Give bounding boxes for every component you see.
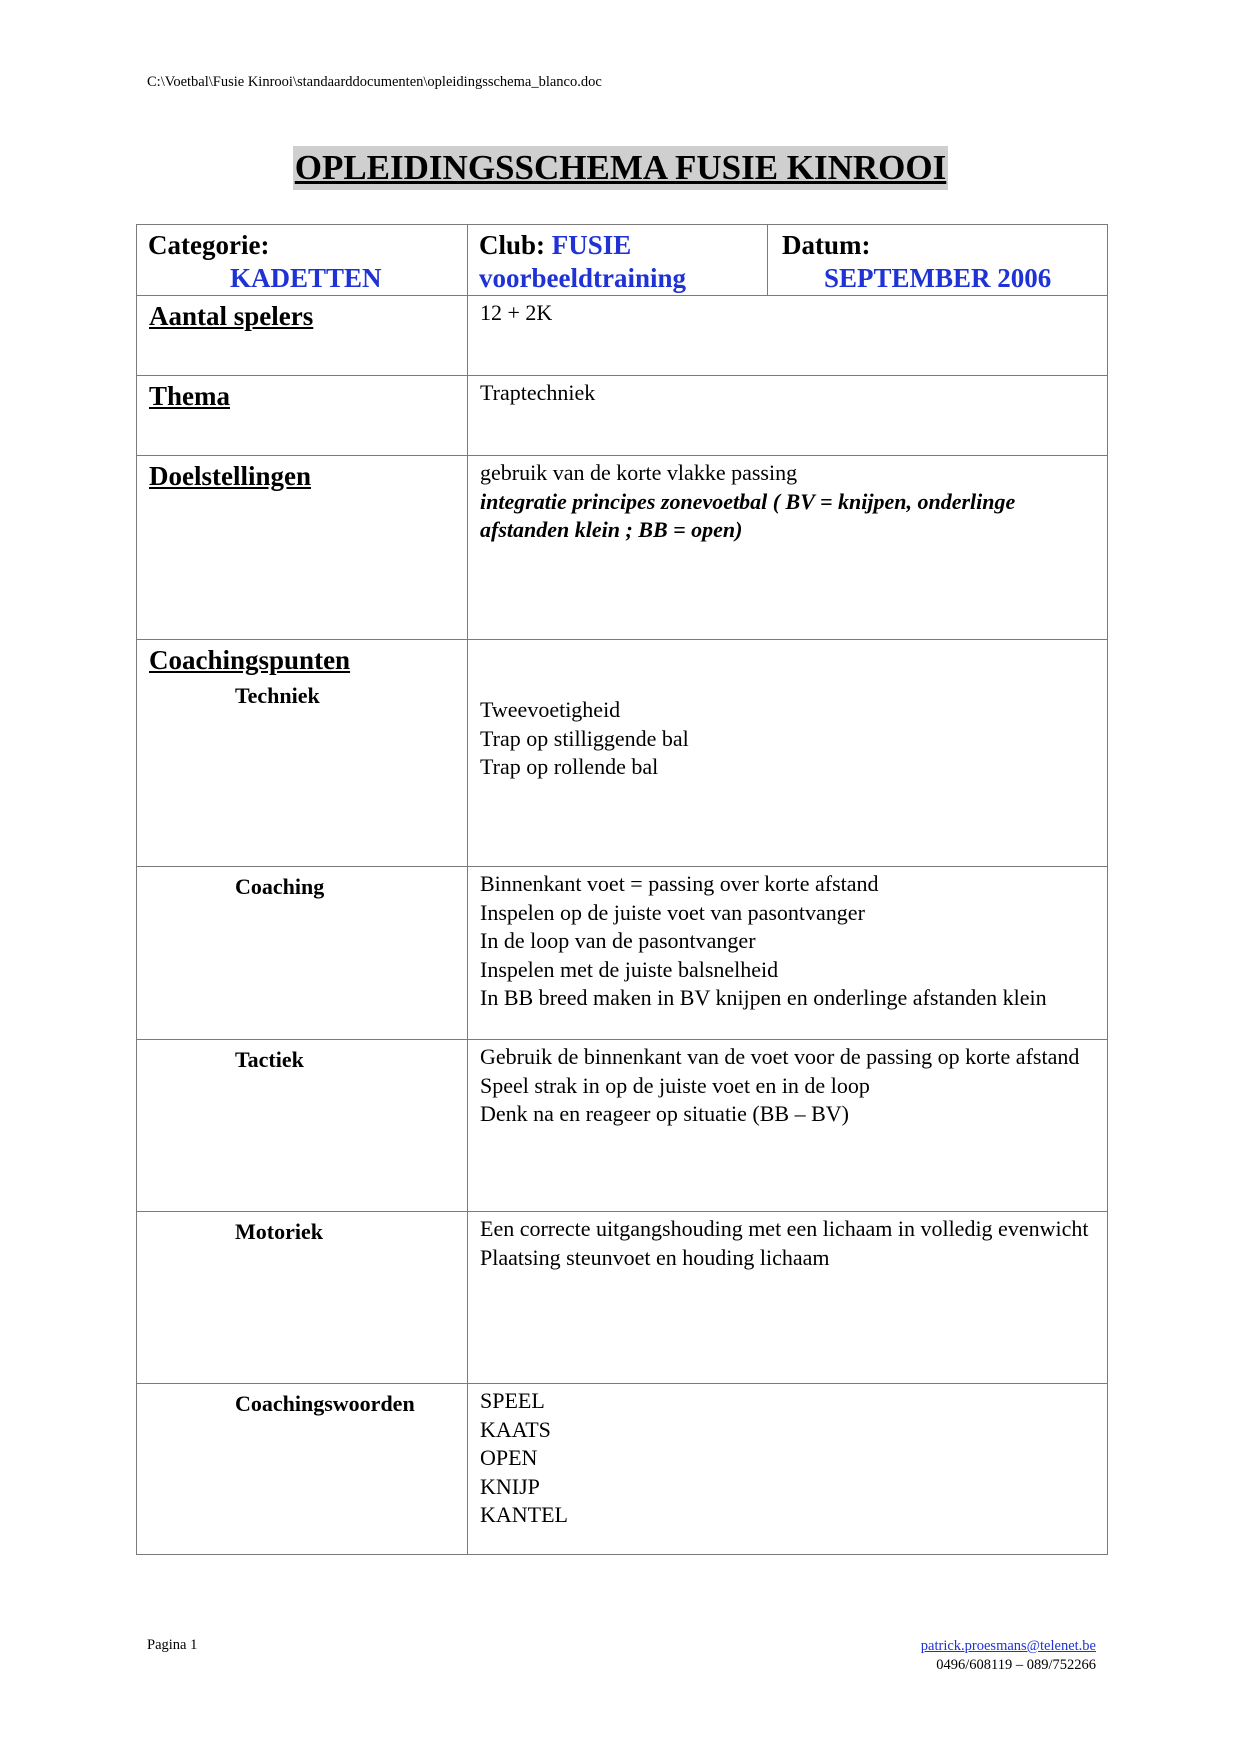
coachingswoord: OPEN <box>480 1445 538 1470</box>
thema-label: Thema <box>137 376 468 456</box>
categorie-cell <box>137 225 468 296</box>
motoriek-row <box>137 1212 1108 1384</box>
footer-contact <box>921 1637 1096 1675</box>
techniek-line: Tweevoetigheid <box>480 697 621 722</box>
document-title: OPLEIDINGSSCHEMA FUSIE KINROOI <box>293 146 949 190</box>
coachingswoord: SPEEL <box>480 1388 545 1413</box>
coachingspunten-label: Coachingspunten <box>149 645 351 675</box>
doelstellingen-row <box>137 456 1108 640</box>
techniek-label: Techniek <box>235 683 320 708</box>
tactiek-line: Speel strak in op de juiste voet en in de loop <box>480 1072 870 1098</box>
coachingswoord: KANTEL <box>480 1502 568 1527</box>
datum-label: Datum: <box>782 230 871 260</box>
club-cell <box>468 225 768 296</box>
techniek-row <box>137 640 1108 867</box>
aantal-value: 12 + 2K <box>468 296 1108 376</box>
coaching-row <box>137 867 1108 1040</box>
thema-row <box>137 376 1108 456</box>
page-number: Pagina 1 <box>147 1637 198 1653</box>
header-row <box>137 225 1108 296</box>
coaching-value <box>468 867 1108 1040</box>
tactiek-value <box>468 1040 1108 1212</box>
coaching-label: Coaching <box>137 867 468 1040</box>
coaching-line: In BB breed maken in BV knijpen en onderlinge afstanden klein <box>480 985 1047 1010</box>
coachingswoorden-label: Coachingswoorden <box>137 1384 468 1555</box>
title-wrap <box>0 146 1241 190</box>
tactiek-row <box>137 1040 1108 1212</box>
aantal-label: Aantal spelers <box>137 296 468 376</box>
techniek-line: Trap op stilliggende bal <box>480 725 689 751</box>
motoriek-line: Een correcte uitgangshouding met een lichaam in volledig evenwicht <box>480 1216 1089 1241</box>
training-schema-table <box>136 224 1108 1555</box>
coaching-line: In de loop van de pasontvanger <box>480 928 756 953</box>
datum-cell <box>768 225 1108 296</box>
file-path: C:\Voetbal\Fusie Kinrooi\standaarddocumenten\opleidingsschema_blanco.doc <box>147 74 602 90</box>
categorie-label: Categorie: <box>148 230 270 260</box>
datum-value: SEPTEMBER 2006 <box>824 263 1052 293</box>
coaching-line: Inspelen op de juiste voet van pasontvanger <box>480 899 865 925</box>
coachingspunten-cell <box>137 640 468 867</box>
motoriek-label: Motoriek <box>137 1212 468 1384</box>
tactiek-line: Denk na en reageer op situatie (BB – BV) <box>480 1101 849 1126</box>
motoriek-value <box>468 1212 1108 1384</box>
doelstelling-line-bold: integratie principes zonevoetbal ( BV = knijpen, onderlinge afstanden klein ; BB = open) <box>480 488 1016 542</box>
email-link[interactable]: patrick.proesmans@telenet.be <box>920 1638 1096 1654</box>
club-label: Club: <box>479 230 546 260</box>
techniek-line: Trap op rollende bal <box>480 754 659 779</box>
doelstellingen-label: Doelstellingen <box>137 456 468 640</box>
coachingswoorden-row <box>137 1384 1108 1555</box>
techniek-value <box>468 640 1108 867</box>
club-value-1: FUSIE <box>551 230 632 260</box>
aantal-row <box>137 296 1108 376</box>
motoriek-line: Plaatsing steunvoet en houding lichaam <box>480 1244 830 1270</box>
coachingswoord: KAATS <box>480 1416 551 1442</box>
club-value-2: voorbeeldtraining <box>479 263 686 293</box>
coaching-line: Inspelen met de juiste balsnelheid <box>480 956 779 982</box>
categorie-value: KADETTEN <box>230 263 382 293</box>
coachingswoord: KNIJP <box>480 1473 540 1499</box>
tactiek-label: Tactiek <box>137 1040 468 1212</box>
coachingswoorden-value <box>468 1384 1108 1555</box>
coaching-line: Binnenkant voet = passing over korte afstand <box>480 871 879 896</box>
tactiek-line: Gebruik de binnenkant van de voet voor de passing op korte afstand <box>480 1044 1080 1069</box>
doelstelling-line: gebruik van de korte vlakke passing <box>480 460 798 485</box>
phone-numbers: 0496/608119 – 089/752266 <box>936 1657 1096 1673</box>
doelstellingen-value <box>468 456 1108 640</box>
thema-value: Traptechniek <box>468 376 1108 456</box>
